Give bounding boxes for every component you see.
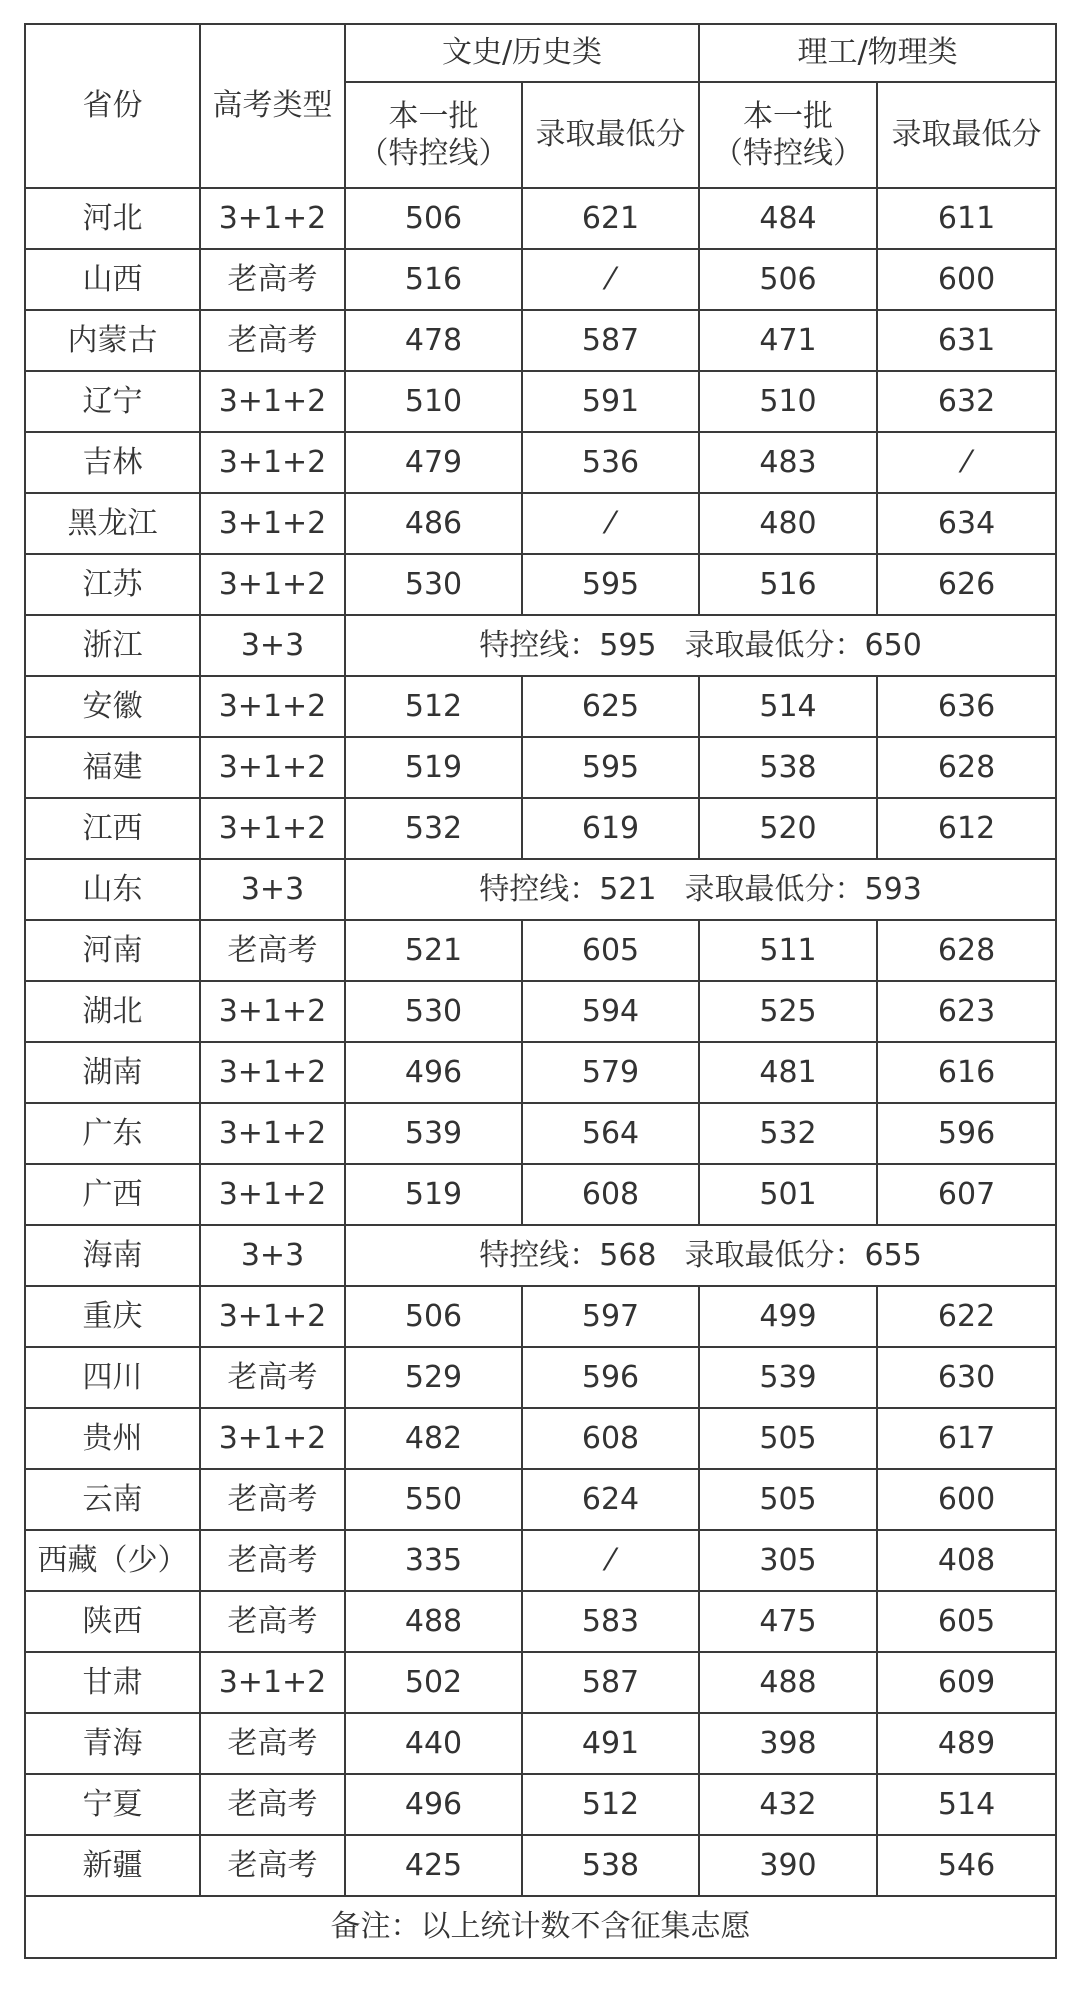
cell-arts-min-score: 621 <box>522 188 699 249</box>
table-row <box>25 1469 1056 1530</box>
table-row <box>25 920 1056 981</box>
cell-science-batch-line: 480 <box>699 493 877 554</box>
cell-science-batch-line: 510 <box>699 371 877 432</box>
cell-exam-type: 3+3 <box>200 615 345 676</box>
cell-science-batch-line: 390 <box>699 1835 877 1896</box>
cell-arts-min-score: 583 <box>522 1591 699 1652</box>
cell-arts-batch-line: 482 <box>345 1408 522 1469</box>
cell-science-min-score: 489 <box>877 1713 1056 1774</box>
cell-exam-type: 3+1+2 <box>200 1652 345 1713</box>
header-batch-line-2: （特控线） <box>713 136 864 171</box>
cell-science-min-score: 636 <box>877 676 1056 737</box>
cell-science-min-score: 628 <box>877 920 1056 981</box>
cell-science-min-score: 634 <box>877 493 1056 554</box>
cell-science-batch-line: 506 <box>699 249 877 310</box>
cell-arts-min-score: 579 <box>522 1042 699 1103</box>
cell-exam-type: 老高考 <box>200 1530 345 1591</box>
cell-arts-batch-line: 530 <box>345 554 522 615</box>
cell-exam-type: 老高考 <box>200 1713 345 1774</box>
cell-arts-batch-line: 479 <box>345 432 522 493</box>
cell-exam-type: 3+1+2 <box>200 1042 345 1103</box>
merged-line-text: 特控线：595 <box>479 627 657 663</box>
cell-science-min-score: 631 <box>877 310 1056 371</box>
cell-science-batch-line: 484 <box>699 188 877 249</box>
cell-province: 云南 <box>25 1469 200 1530</box>
cell-science-min-score: 605 <box>877 1591 1056 1652</box>
cell-exam-type: 老高考 <box>200 1591 345 1652</box>
table-row <box>25 1408 1056 1469</box>
cell-province: 辽宁 <box>25 371 200 432</box>
table-row <box>25 859 1056 920</box>
cell-exam-type: 3+1+2 <box>200 371 345 432</box>
cell-arts-batch-line: 530 <box>345 981 522 1042</box>
cell-arts-batch-line: 521 <box>345 920 522 981</box>
cell-province: 宁夏 <box>25 1774 200 1835</box>
cell-province: 贵州 <box>25 1408 200 1469</box>
cell-science-batch-line: 475 <box>699 1591 877 1652</box>
cell-science-batch-line: 483 <box>699 432 877 493</box>
cell-arts-batch-line: 516 <box>345 249 522 310</box>
cell-science-min-score: 616 <box>877 1042 1056 1103</box>
cell-exam-type: 3+1+2 <box>200 1286 345 1347</box>
cell-science-min-score: 626 <box>877 554 1056 615</box>
cell-arts-batch-line: 532 <box>345 798 522 859</box>
merged-line-text: 特控线：521 <box>479 871 657 907</box>
cell-arts-min-score: 512 <box>522 1774 699 1835</box>
cell-arts-batch-line: 496 <box>345 1042 522 1103</box>
cell-arts-min-score: 591 <box>522 371 699 432</box>
table-row <box>25 1591 1056 1652</box>
cell-science-batch-line: 539 <box>699 1347 877 1408</box>
cell-arts-batch-line: 506 <box>345 1286 522 1347</box>
cell-science-min-score: 622 <box>877 1286 1056 1347</box>
table-row <box>25 981 1056 1042</box>
cell-science-min-score: 546 <box>877 1835 1056 1896</box>
header-science-min-score: 录取最低分 <box>877 82 1056 188</box>
table-row <box>25 615 1056 676</box>
cell-exam-type: 3+1+2 <box>200 1103 345 1164</box>
cell-arts-min-score: 594 <box>522 981 699 1042</box>
cell-science-batch-line: 538 <box>699 737 877 798</box>
cell-province: 甘肃 <box>25 1652 200 1713</box>
cell-arts-batch-line: 510 <box>345 371 522 432</box>
cell-science-batch-line: 520 <box>699 798 877 859</box>
cell-province: 重庆 <box>25 1286 200 1347</box>
cell-arts-min-score: 536 <box>522 432 699 493</box>
merged-min-text: 录取最低分：655 <box>684 1237 922 1273</box>
cell-arts-batch-line: 440 <box>345 1713 522 1774</box>
cell-arts-min-score: 587 <box>522 1652 699 1713</box>
cell-arts-batch-line: 506 <box>345 188 522 249</box>
cell-science-min-score: 632 <box>877 371 1056 432</box>
cell-province: 广东 <box>25 1103 200 1164</box>
header-row-top <box>25 24 1056 82</box>
table-row <box>25 1835 1056 1896</box>
cell-province: 黑龙江 <box>25 493 200 554</box>
table-row <box>25 310 1056 371</box>
table-row <box>25 1347 1056 1408</box>
cell-arts-min-score: ⁄ <box>522 493 699 554</box>
header-arts-min-score: 录取最低分 <box>522 82 699 188</box>
cell-exam-type: 老高考 <box>200 1469 345 1530</box>
cell-science-min-score: 408 <box>877 1530 1056 1591</box>
cell-arts-min-score: 625 <box>522 676 699 737</box>
cell-science-min-score: 514 <box>877 1774 1056 1835</box>
cell-exam-type: 老高考 <box>200 1347 345 1408</box>
cell-province: 陕西 <box>25 1591 200 1652</box>
cell-arts-batch-line: 335 <box>345 1530 522 1591</box>
cell-exam-type: 老高考 <box>200 310 345 371</box>
admission-score-table <box>24 23 1057 1959</box>
table-row <box>25 1103 1056 1164</box>
header-science-batch-line <box>699 82 877 188</box>
table-row <box>25 1652 1056 1713</box>
cell-exam-type: 3+1+2 <box>200 981 345 1042</box>
cell-arts-min-score: 587 <box>522 310 699 371</box>
cell-arts-batch-line: 550 <box>345 1469 522 1530</box>
cell-science-batch-line: 471 <box>699 310 877 371</box>
cell-arts-batch-line: 519 <box>345 737 522 798</box>
cell-science-batch-line: 481 <box>699 1042 877 1103</box>
cell-exam-type: 3+1+2 <box>200 676 345 737</box>
cell-arts-min-score: 595 <box>522 737 699 798</box>
cell-province: 江苏 <box>25 554 200 615</box>
cell-province: 西藏（少） <box>25 1530 200 1591</box>
cell-science-min-score: 596 <box>877 1103 1056 1164</box>
cell-science-batch-line: 525 <box>699 981 877 1042</box>
cell-province: 四川 <box>25 1347 200 1408</box>
cell-arts-batch-line: 519 <box>345 1164 522 1225</box>
cell-province: 福建 <box>25 737 200 798</box>
header-exam-type: 高考类型 <box>200 24 345 188</box>
cell-science-min-score: 630 <box>877 1347 1056 1408</box>
cell-province: 湖北 <box>25 981 200 1042</box>
header-arts-batch-line <box>345 82 522 188</box>
cell-arts-min-score: ⁄ <box>522 249 699 310</box>
cell-science-min-score: 611 <box>877 188 1056 249</box>
cell-arts-batch-line: 496 <box>345 1774 522 1835</box>
cell-science-batch-line: 505 <box>699 1469 877 1530</box>
cell-exam-type: 3+1+2 <box>200 188 345 249</box>
table-row <box>25 188 1056 249</box>
cell-science-min-score: 623 <box>877 981 1056 1042</box>
header-province: 省份 <box>25 24 200 188</box>
cell-science-batch-line: 514 <box>699 676 877 737</box>
table-row <box>25 554 1056 615</box>
cell-arts-min-score: 597 <box>522 1286 699 1347</box>
table-row <box>25 737 1056 798</box>
cell-science-min-score: ⁄ <box>877 432 1056 493</box>
cell-province: 海南 <box>25 1225 200 1286</box>
header-batch-line-1: 本一批 <box>388 98 479 134</box>
cell-science-batch-line: 532 <box>699 1103 877 1164</box>
cell-science-batch-line: 516 <box>699 554 877 615</box>
merged-min-text: 录取最低分：650 <box>684 627 922 663</box>
cell-exam-type: 3+1+2 <box>200 554 345 615</box>
cell-exam-type: 3+3 <box>200 859 345 920</box>
table-row <box>25 249 1056 310</box>
cell-arts-min-score: 608 <box>522 1408 699 1469</box>
cell-science-batch-line: 305 <box>699 1530 877 1591</box>
cell-merged-scores <box>345 1225 1056 1286</box>
table-body <box>25 188 1056 1896</box>
table-row <box>25 432 1056 493</box>
cell-arts-batch-line: 488 <box>345 1591 522 1652</box>
cell-province: 内蒙古 <box>25 310 200 371</box>
cell-arts-batch-line: 486 <box>345 493 522 554</box>
cell-arts-min-score: 491 <box>522 1713 699 1774</box>
cell-science-batch-line: 488 <box>699 1652 877 1713</box>
header-group-science: 理工/物理类 <box>699 24 1056 82</box>
merged-min-text: 录取最低分：593 <box>684 871 922 907</box>
note-row <box>25 1896 1056 1958</box>
cell-arts-min-score: ⁄ <box>522 1530 699 1591</box>
cell-exam-type: 3+1+2 <box>200 432 345 493</box>
table-row <box>25 1774 1056 1835</box>
cell-science-batch-line: 499 <box>699 1286 877 1347</box>
cell-exam-type: 3+1+2 <box>200 1408 345 1469</box>
table-row <box>25 676 1056 737</box>
cell-province: 安徽 <box>25 676 200 737</box>
cell-province: 新疆 <box>25 1835 200 1896</box>
note-text: 备注：以上统计数不含征集志愿 <box>25 1896 1056 1958</box>
cell-arts-batch-line: 529 <box>345 1347 522 1408</box>
cell-exam-type: 老高考 <box>200 920 345 981</box>
cell-science-min-score: 612 <box>877 798 1056 859</box>
cell-arts-min-score: 624 <box>522 1469 699 1530</box>
cell-exam-type: 3+1+2 <box>200 798 345 859</box>
cell-science-min-score: 600 <box>877 1469 1056 1530</box>
table-row <box>25 1164 1056 1225</box>
cell-science-min-score: 600 <box>877 249 1056 310</box>
cell-exam-type: 老高考 <box>200 1835 345 1896</box>
cell-arts-min-score: 564 <box>522 1103 699 1164</box>
cell-arts-min-score: 619 <box>522 798 699 859</box>
cell-province: 河南 <box>25 920 200 981</box>
cell-science-min-score: 609 <box>877 1652 1056 1713</box>
table-row <box>25 1042 1056 1103</box>
table-row <box>25 1713 1056 1774</box>
cell-merged-scores <box>345 615 1056 676</box>
cell-province: 江西 <box>25 798 200 859</box>
cell-science-batch-line: 501 <box>699 1164 877 1225</box>
cell-science-batch-line: 432 <box>699 1774 877 1835</box>
cell-province: 广西 <box>25 1164 200 1225</box>
cell-arts-min-score: 538 <box>522 1835 699 1896</box>
table-row <box>25 1530 1056 1591</box>
cell-exam-type: 3+1+2 <box>200 737 345 798</box>
table-row <box>25 1286 1056 1347</box>
table-row <box>25 1225 1056 1286</box>
cell-exam-type: 老高考 <box>200 249 345 310</box>
cell-exam-type: 3+1+2 <box>200 1164 345 1225</box>
cell-arts-batch-line: 502 <box>345 1652 522 1713</box>
cell-science-min-score: 628 <box>877 737 1056 798</box>
cell-province: 山西 <box>25 249 200 310</box>
header-batch-line-1: 本一批 <box>743 98 834 134</box>
cell-exam-type: 老高考 <box>200 1774 345 1835</box>
cell-arts-batch-line: 478 <box>345 310 522 371</box>
merged-line-text: 特控线：568 <box>479 1237 657 1273</box>
cell-exam-type: 3+3 <box>200 1225 345 1286</box>
cell-science-batch-line: 505 <box>699 1408 877 1469</box>
cell-arts-min-score: 608 <box>522 1164 699 1225</box>
cell-science-batch-line: 398 <box>699 1713 877 1774</box>
cell-arts-batch-line: 539 <box>345 1103 522 1164</box>
table-row <box>25 798 1056 859</box>
cell-merged-scores <box>345 859 1056 920</box>
table-row <box>25 493 1056 554</box>
cell-province: 湖南 <box>25 1042 200 1103</box>
cell-arts-min-score: 605 <box>522 920 699 981</box>
cell-province: 河北 <box>25 188 200 249</box>
cell-arts-batch-line: 512 <box>345 676 522 737</box>
cell-arts-min-score: 596 <box>522 1347 699 1408</box>
cell-science-min-score: 617 <box>877 1408 1056 1469</box>
cell-science-batch-line: 511 <box>699 920 877 981</box>
header-batch-line-2: （特控线） <box>358 136 509 171</box>
cell-exam-type: 3+1+2 <box>200 493 345 554</box>
cell-science-min-score: 607 <box>877 1164 1056 1225</box>
cell-province: 青海 <box>25 1713 200 1774</box>
cell-province: 吉林 <box>25 432 200 493</box>
cell-arts-batch-line: 425 <box>345 1835 522 1896</box>
cell-province: 山东 <box>25 859 200 920</box>
header-group-arts: 文史/历史类 <box>345 24 699 82</box>
cell-arts-min-score: 595 <box>522 554 699 615</box>
cell-province: 浙江 <box>25 615 200 676</box>
table-row <box>25 371 1056 432</box>
